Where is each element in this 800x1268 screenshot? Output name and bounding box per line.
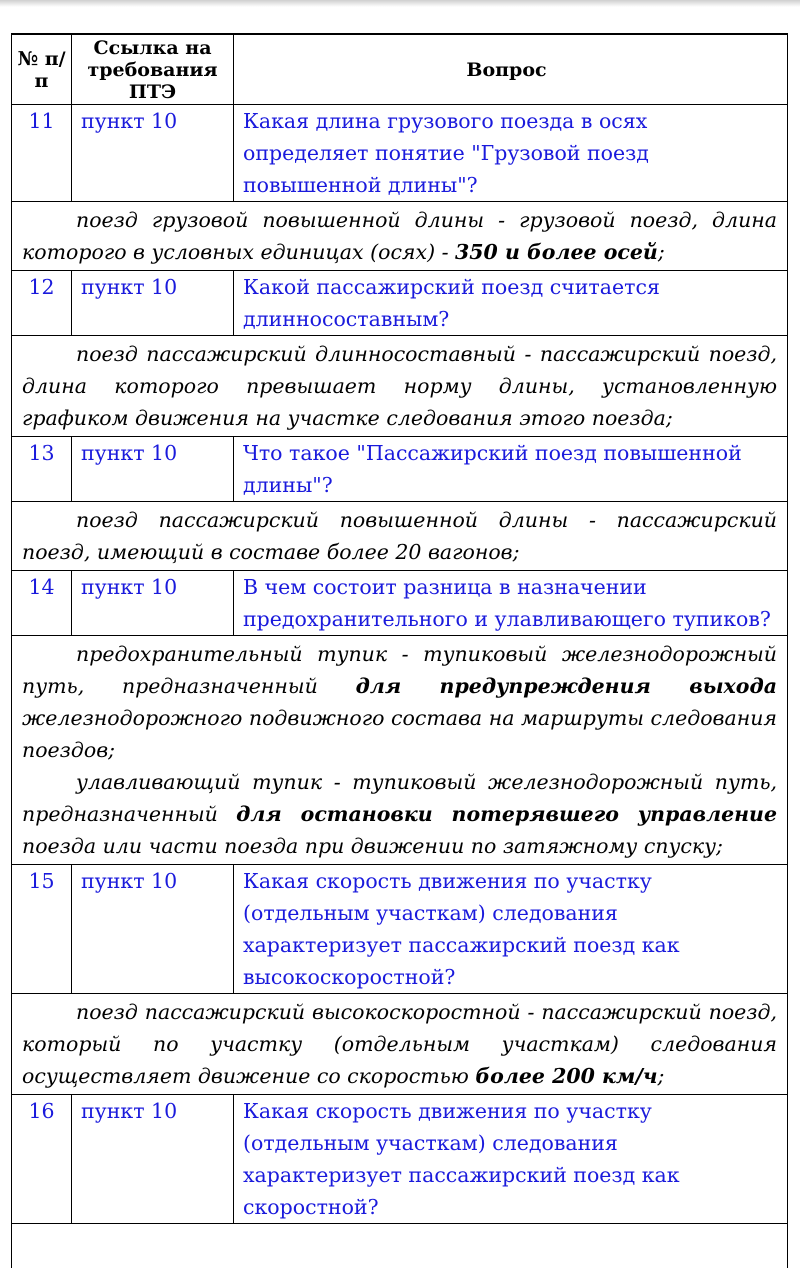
answer-16-cut-off [12,1224,787,1268]
answer-paragraph: поезд грузовой повышенной длины - грузовой поезд, длина которого в условных единицах (осях) - 350 и более осей; [22,208,777,264]
question-row-13 [12,437,787,502]
row-ref: пункт 10 [72,105,234,201]
row-num: 12 [12,271,72,335]
row-ref: пункт 10 [72,1095,234,1223]
header-num: № п/п [12,35,72,104]
question-row-14 [12,571,787,636]
row-ref: пункт 10 [72,571,234,635]
row-ref: пункт 10 [72,437,234,501]
row-ref: пункт 10 [72,865,234,993]
row-question: Какая скорость движения по участку (отдельным участкам) следования характеризует пассажирский поезд как скоростной? [243,1099,680,1219]
row-question: Что такое "Пассажирский поезд повышенной длины"? [243,441,742,497]
answer-paragraph: поезд пассажирский длинносоставный - пассажирский поезд, длина которого превышает норму длины, установленную графиком движения на участке следования этого поезда; [22,342,777,430]
row-question: В чем состоит разница в назначении предохранительного и улавливающего тупиков? [243,575,771,631]
question-row-16 [12,1095,787,1224]
question-row-11 [12,105,787,202]
row-ref: пункт 10 [72,271,234,335]
answer-14 [12,636,787,865]
answer-15 [12,994,787,1095]
answer-11 [12,202,787,271]
row-num: 16 [12,1095,72,1223]
row-num: 15 [12,865,72,993]
table-header [12,35,787,105]
question-row-15 [12,865,787,994]
viewer-top-edge [0,0,800,7]
answer-12 [12,336,787,437]
row-num: 11 [12,105,72,201]
row-num: 14 [12,571,72,635]
row-question: Какой пассажирский поезд считается длинносоставным? [243,275,660,331]
answer-paragraph: поезд пассажирский повышенной длины - пассажирский поезд, имеющий в составе более 20 вагонов; [22,508,777,564]
answer-paragraph: улавливающий тупик - тупиковый железнодорожный путь, предназначенный для остановки потерявшего управление поезда или части поезда при движении по затяжному спуску; [22,770,778,858]
pte-questions-table [11,33,788,1268]
answer-paragraph: предохранительный тупик - тупиковый железнодорожный путь, предназначенный для предупреждения выхода железнодорожного подвижного состава на маршруты следования поездов; [22,642,777,762]
answer-13 [12,502,787,571]
row-question: Какая длина грузового поезда в осях определяет понятие "Грузовой поезд повышенной длины"? [243,109,649,197]
header-question: Вопрос [466,58,547,81]
row-num: 13 [12,437,72,501]
answer-paragraph: поезд пассажирский высокоскоростной - пассажирский поезд, который по участку (отдельным участкам) следования осуществляет движение со скоростью более 200 км/ч; [22,1000,777,1088]
question-row-12 [12,271,787,336]
row-question: Какая скорость движения по участку (отдельным участкам) следования характеризует пассажирский поезд как высокоскоростной? [243,869,680,989]
header-ref: Ссылка на требования ПТЭ [72,35,234,104]
